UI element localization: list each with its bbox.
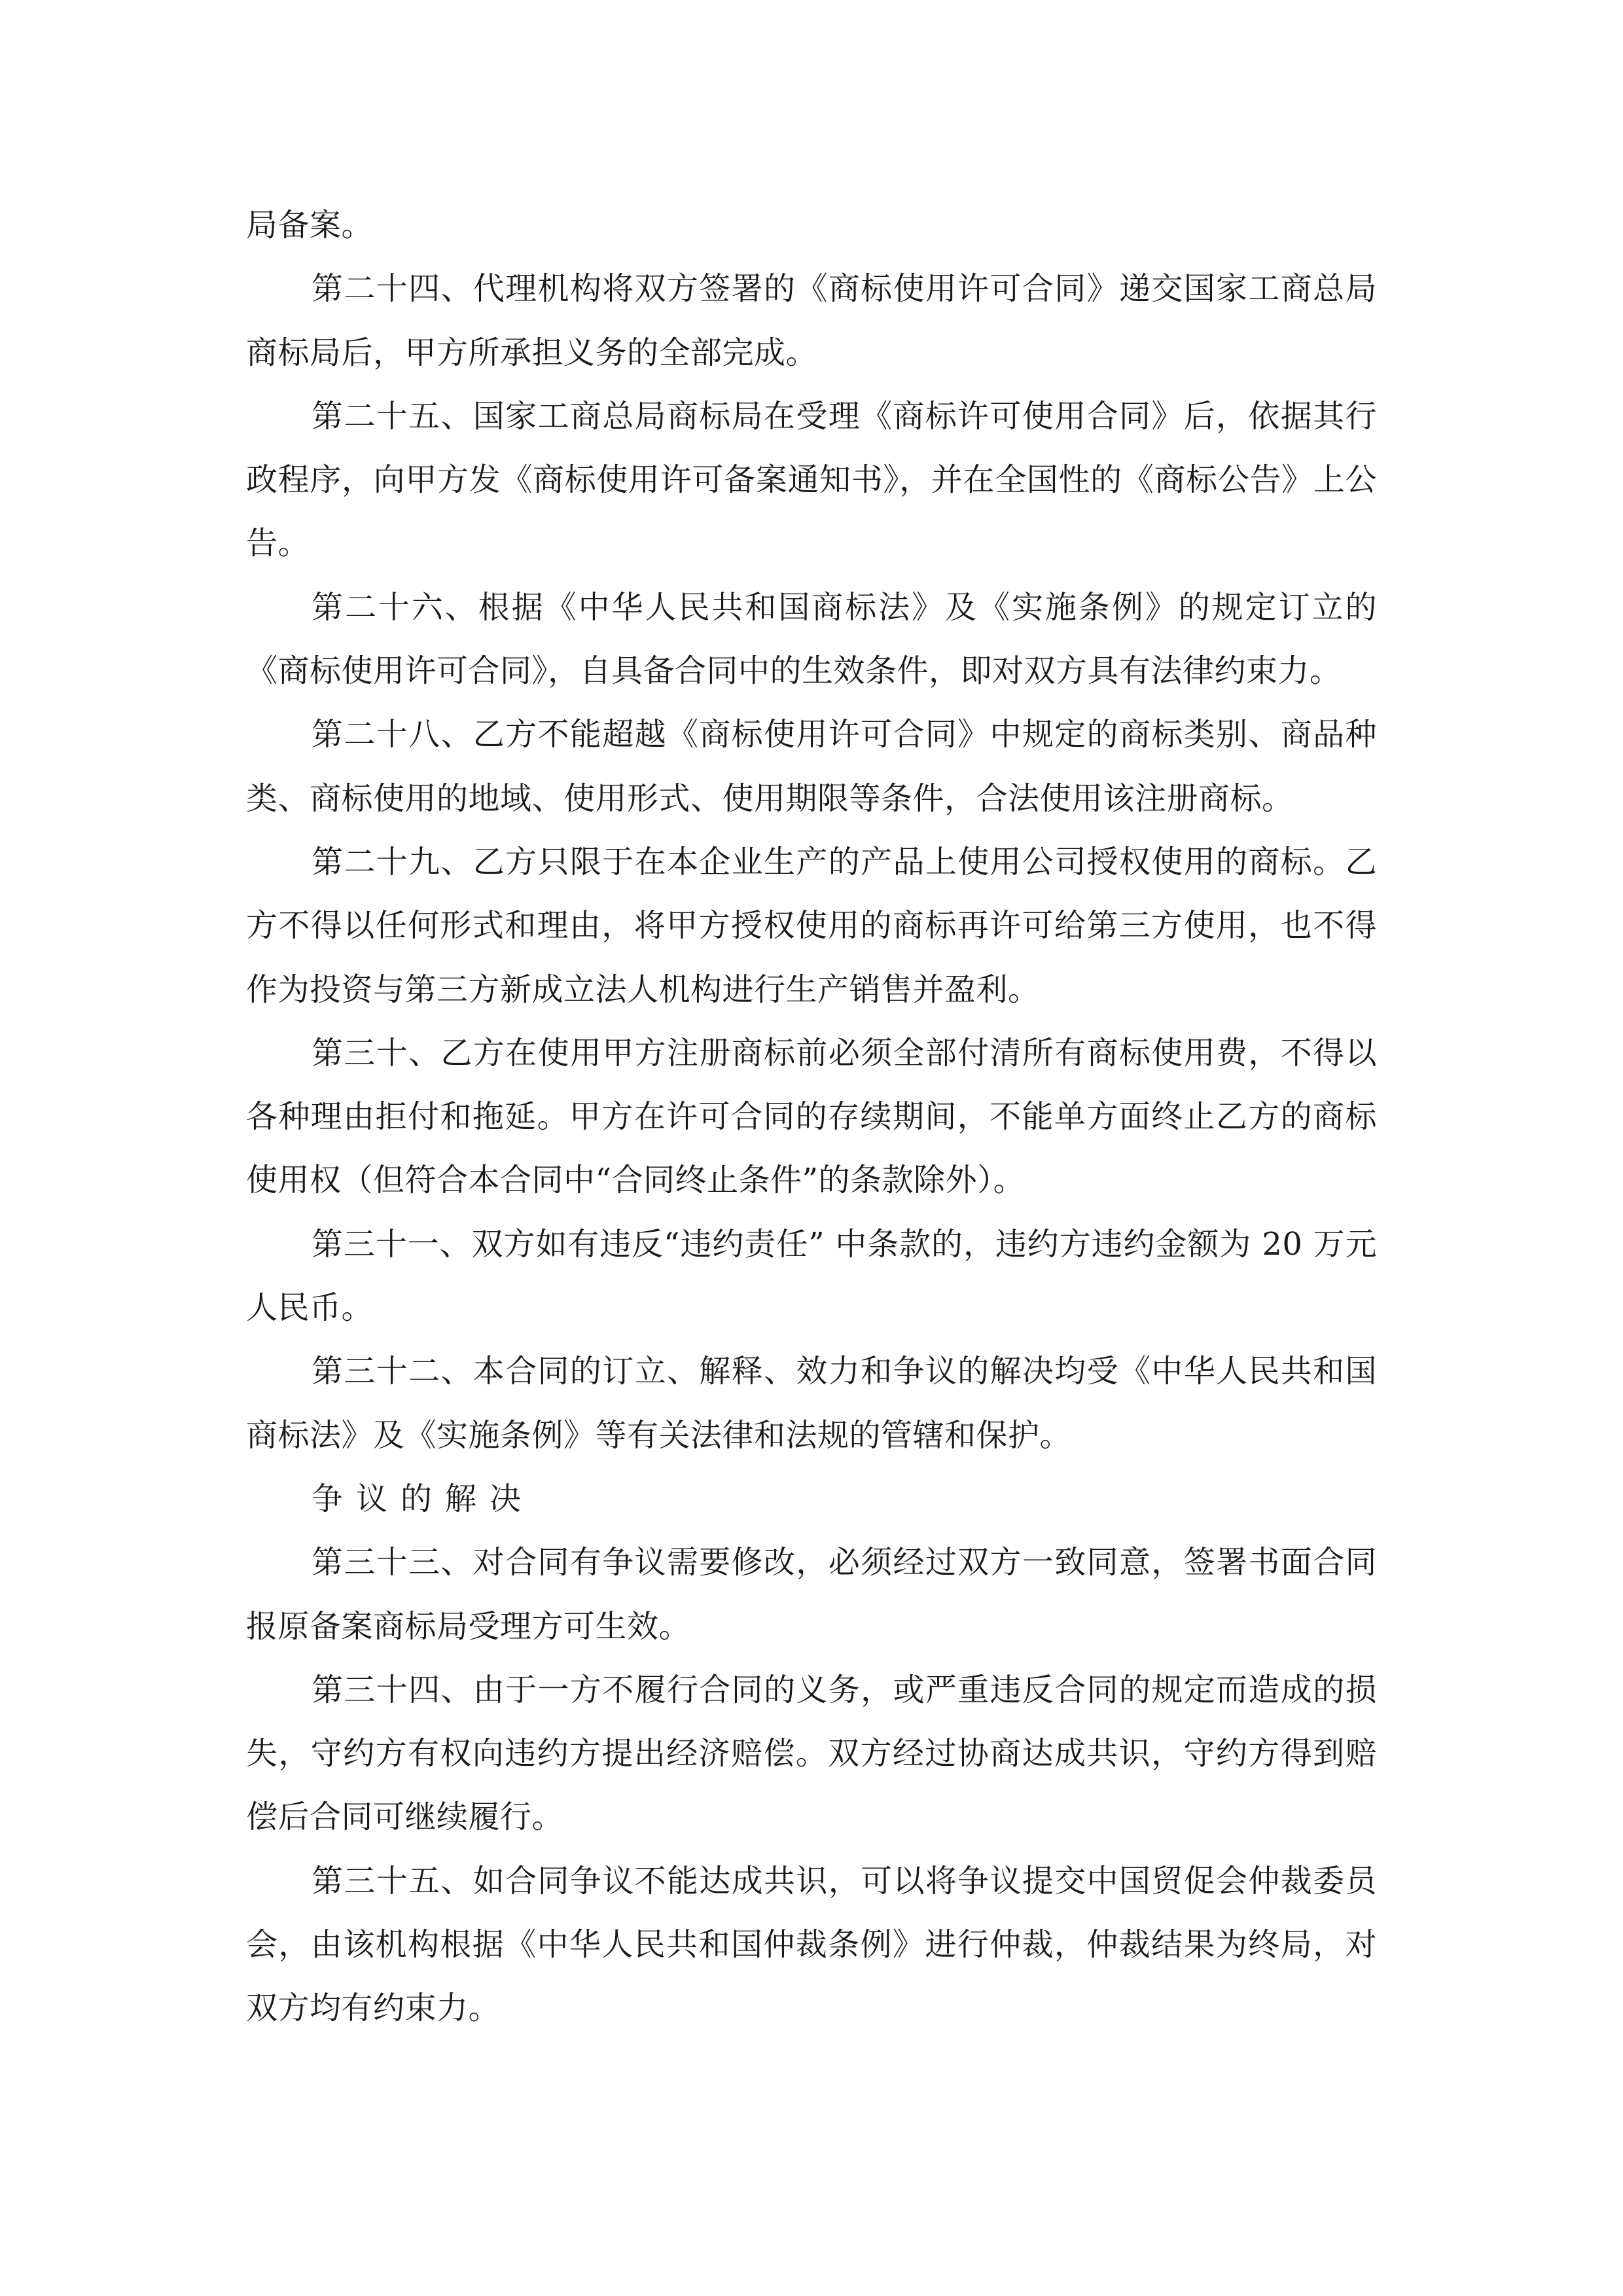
clause-30: 第三十、乙方在使用甲方注册商标前必须全部付清所有商标使用费，不得以各种理由拒付和拖延。甲方在许可合同的存续期间，不能单方面终止乙方的商标使用权（但符合本合同中“合同终止条件”的条款除外）。 [246,1034,1377,1199]
paragraph-continuation: 局备案。 [246,207,374,243]
section-heading-dispute-resolution: 争议的解决 [312,1480,535,1517]
clause-25: 第二十五、国家工商总局商标局在受理《商标许可使用合同》后，依据其行政程序，向甲方发《商标使用许可备案通知书》，并在全国性的《商标公告》上公告。 [246,397,1377,562]
document-body [246,194,1377,2041]
clause-32: 第三十二、本合同的订立、解释、效力和争议的解决均受《中华人民共和国商标法》及《实施条例》等有关法律和法规的管辖和保护。 [246,1353,1377,1454]
clause-35: 第三十五、如合同争议不能达成共识，可以将争议提交中国贸促会仲裁委员会，由该机构根据《中华人民共和国仲裁条例》进行仲裁，仲裁结果为终局，对双方均有约束力。 [246,1862,1377,2027]
clause-34: 第三十四、由于一方不履行合同的义务，或严重违反合同的规定而造成的损失，守约方有权向违约方提出经济赔偿。双方经过协商达成共识，守约方得到赔偿后合同可继续履行。 [246,1671,1377,1836]
clause-26: 第二十六、根据《中华人民共和国商标法》及《实施条例》的规定订立的《商标使用许可合同》，自具备合同中的生效条件，即对双方具有法律约束力。 [246,588,1377,690]
clause-31: 第三十一、双方如有违反“违约责任” 中条款的，违约方违约金额为 20 万元人民币。 [246,1225,1377,1327]
clause-24: 第二十四、代理机构将双方签署的《商标使用许可合同》递交国家工商总局商标局后，甲方所承担义务的全部完成。 [246,270,1377,371]
clause-33: 第三十三、对合同有争议需要修改，必须经过双方一致同意，签署书面合同报原备案商标局受理方可生效。 [246,1544,1377,1645]
clause-28: 第二十八、乙方不能超越《商标使用许可合同》中规定的商标类别、商品种类、商标使用的地域、使用形式、使用期限等条件，合法使用该注册商标。 [246,716,1377,817]
clause-29: 第二十九、乙方只限于在本企业生产的产品上使用公司授权使用的商标。乙方不得以任何形式和理由，将甲方授权使用的商标再许可给第三方使用，也不得作为投资与第三方新成立法人机构进行生产销售并盈利。 [246,843,1377,1008]
